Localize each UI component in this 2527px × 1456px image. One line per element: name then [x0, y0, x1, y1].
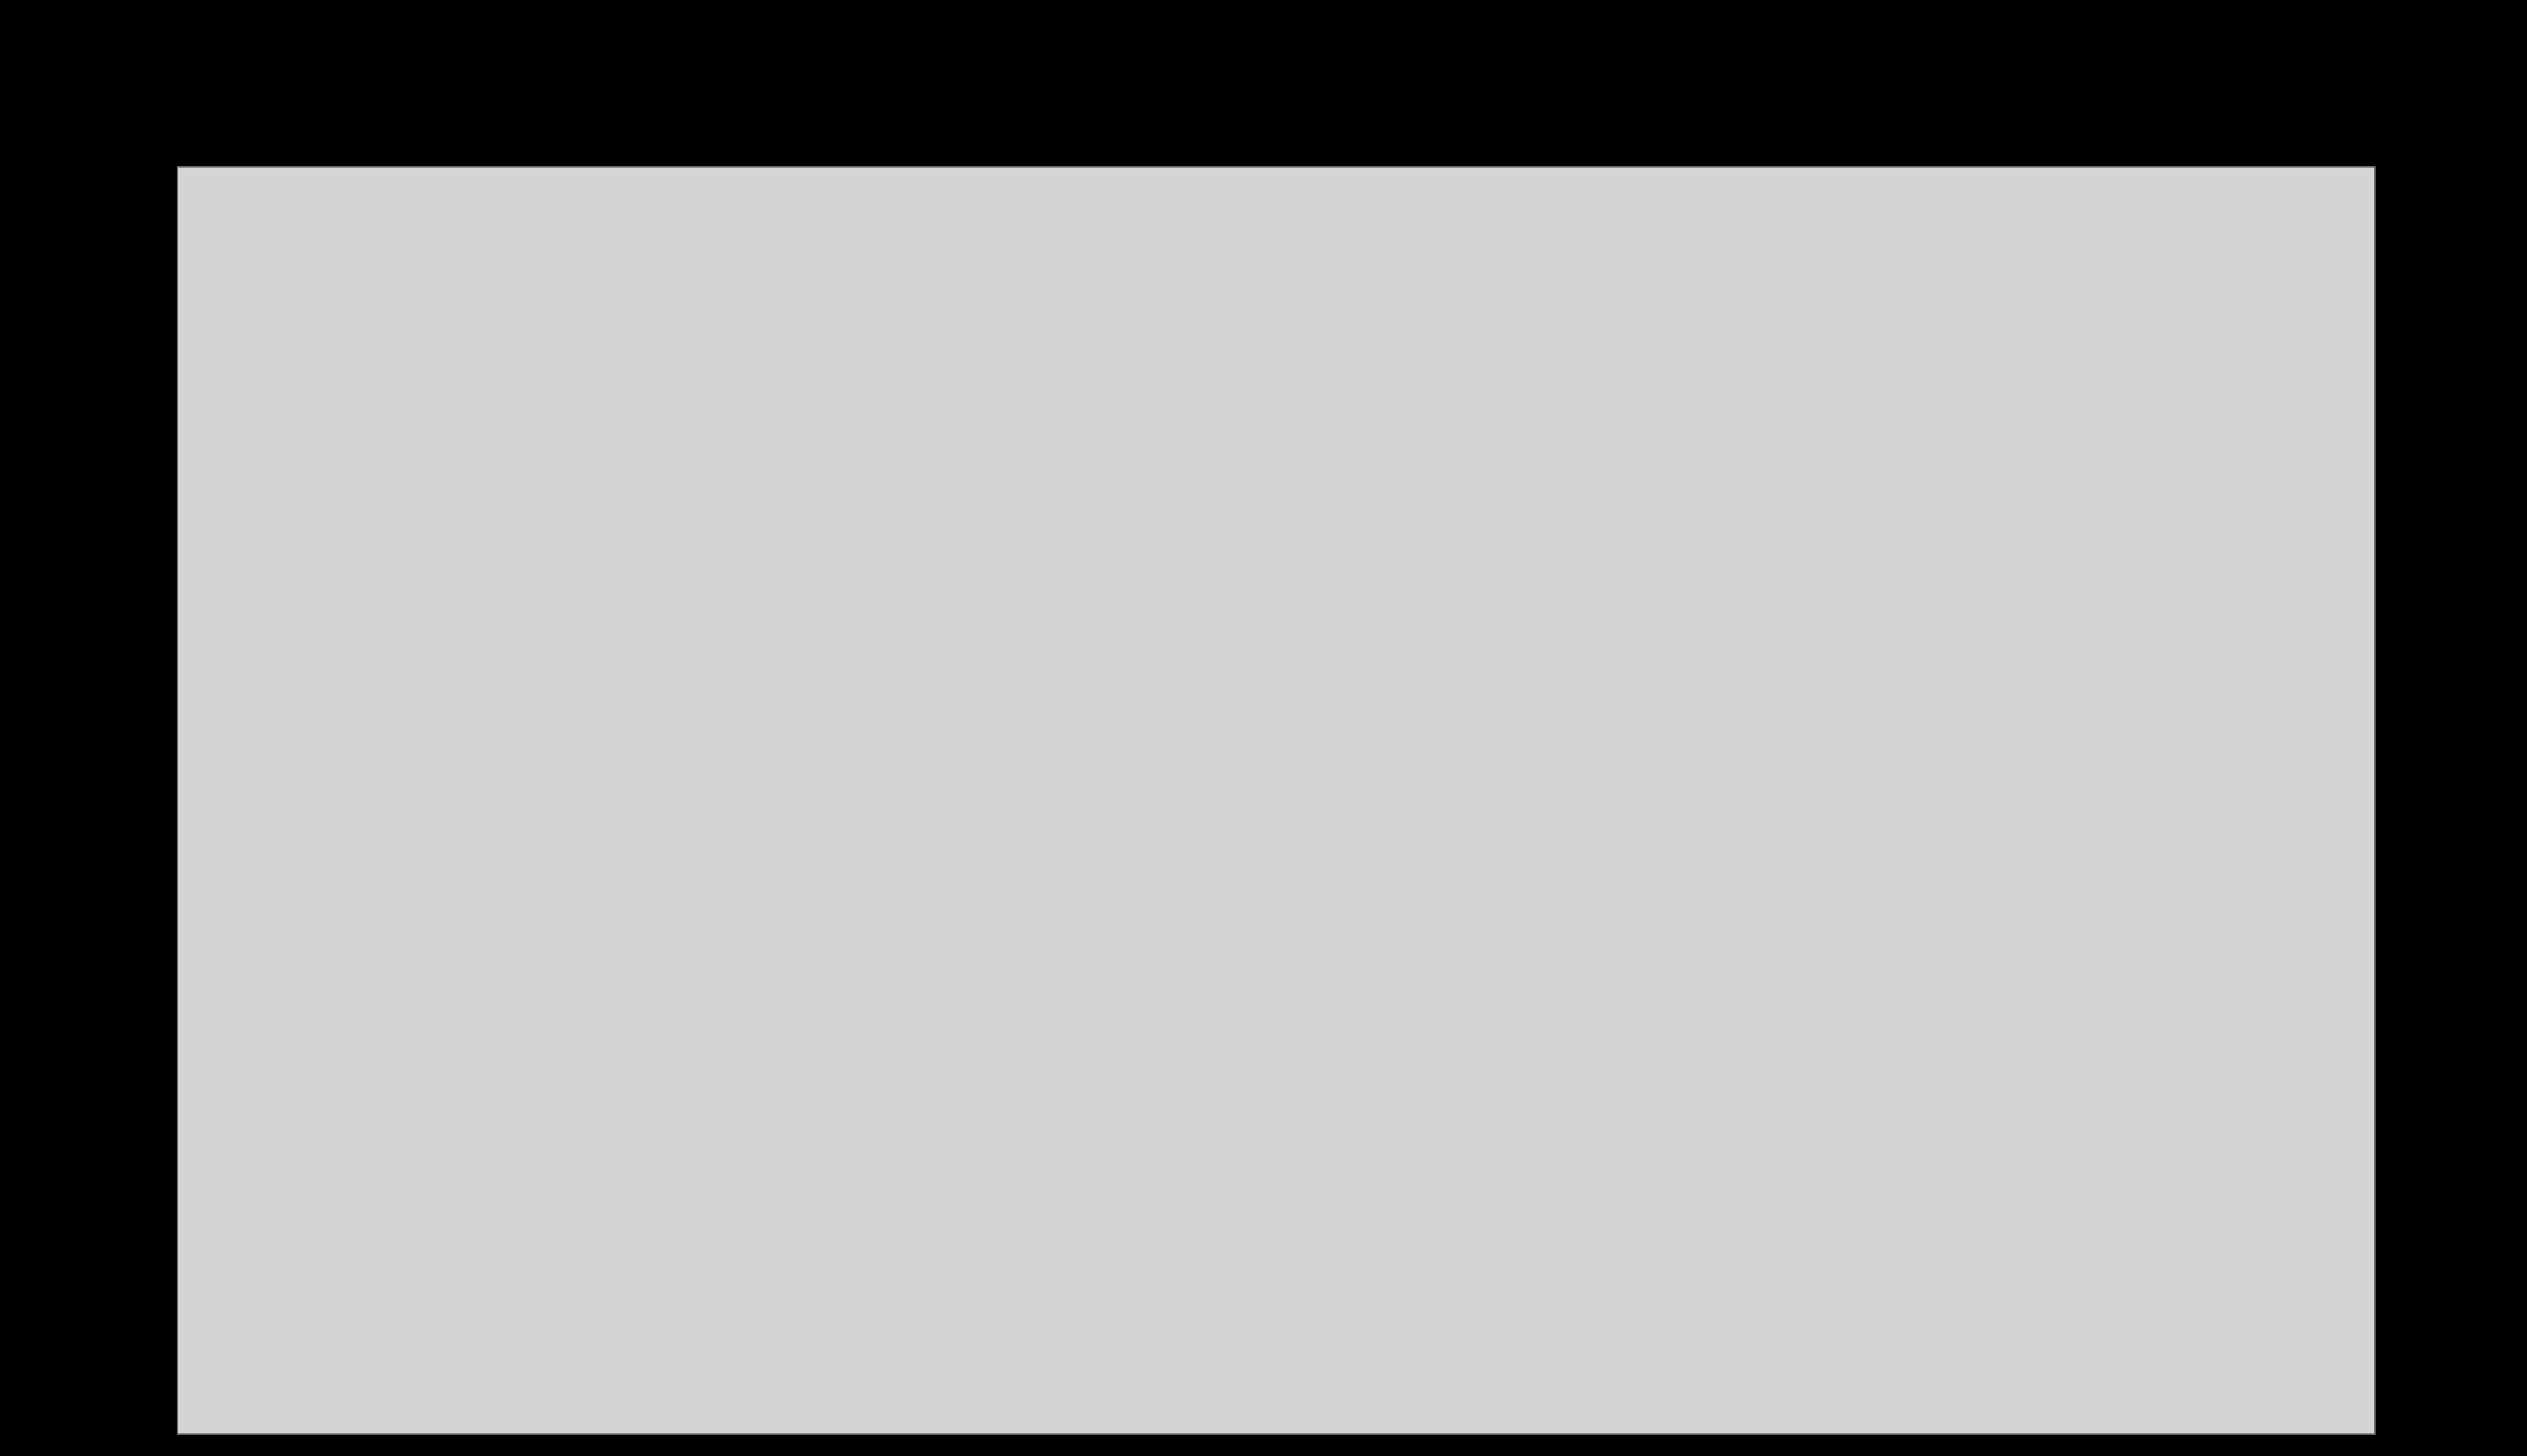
census-card-sheet — [177, 166, 2376, 1435]
